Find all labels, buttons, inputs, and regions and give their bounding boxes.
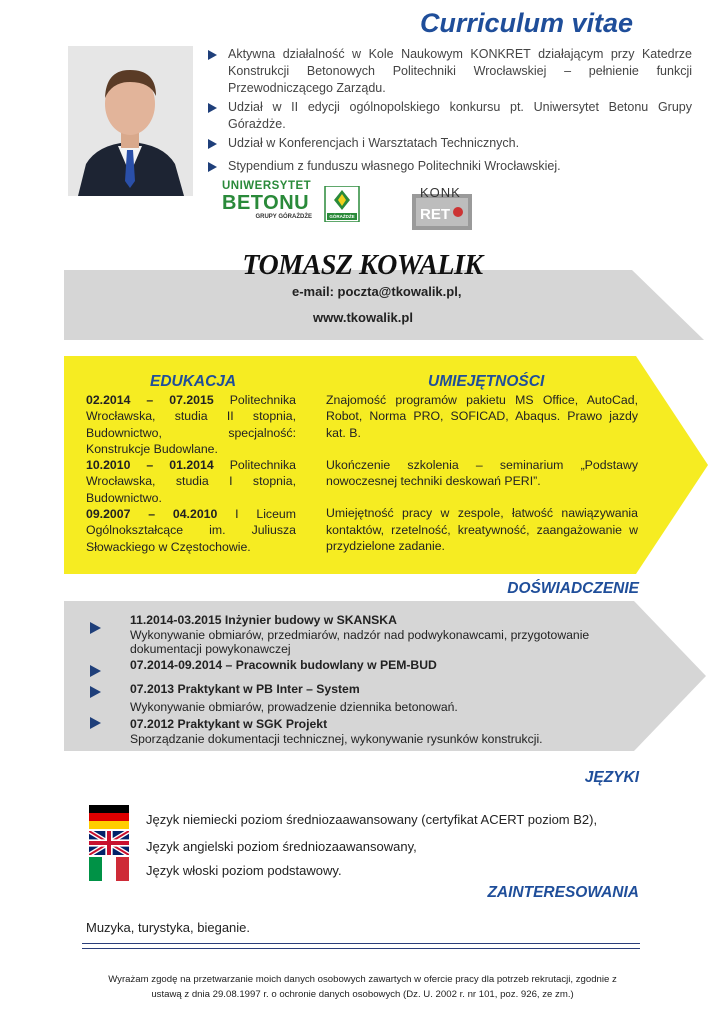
germany-flag-icon xyxy=(89,805,129,829)
interests-heading: ZAINTERESOWANIA xyxy=(487,884,639,901)
experience-heading: DOŚWIADCZENIE xyxy=(507,580,639,597)
person-name: TOMASZ KOWALIK xyxy=(242,250,483,281)
experience-item: 07.2013 Praktykant w PB Inter – System Wykonywanie obmiarów, prowadzenie dziennika betonowań. xyxy=(130,682,458,714)
experience-arrow-icon xyxy=(90,622,101,634)
website-link[interactable]: www.tkowalik.pl xyxy=(313,310,413,325)
experience-arrow-icon xyxy=(90,717,101,729)
achievement-item: Aktywna działalność w Kole Naukowym KONKRET działającym przy Katedrze Konstrukcji Betonowych Politechniki Wrocławskiej – pełnienie funkcji Przewodniczącego Zarządu. xyxy=(206,46,692,97)
skills-list xyxy=(326,392,638,554)
konkret-logo: KONK RET xyxy=(412,186,474,232)
bullet-arrow-icon xyxy=(208,103,217,113)
footer-divider xyxy=(82,948,640,949)
education-entry: 02.2014 – 07.2015 Politechnika Wrocławska, studia II stopnia, Budownictwo, specjalność: Konstrukcje Budowlane. xyxy=(86,393,296,456)
gdpr-consent: Wyrażam zgodę na przetwarzanie moich danych osobowych zawartych w ofercie pracy dla potrzeb rekrutacji, zgodnie z ustawą z dnia 29.08.1997 r. o ochronie danych osobowych (Dz. U. 2002 r. nr 101, poz. 926, ze zm.) xyxy=(108,974,617,1000)
language-item: Język angielski poziom średniozaawansowany, xyxy=(146,839,417,854)
experience-item: 11.2014-03.2015 Inżynier budowy w SKANSKA Wykonywanie obmiarów, przedmiarów, nadzór nad podwykonawcami, przygotowanie dokumentacji powykonawczej xyxy=(130,613,590,656)
language-item: Język włoski poziom podstawowy. xyxy=(146,863,342,878)
experience-arrow-icon xyxy=(90,686,101,698)
skills-heading: UMIEJĘTNOŚCI xyxy=(428,373,545,390)
education-entry: 09.2007 – 04.2010 I Liceum Ogólnokształcące im. Juliusza Słowackiego w Częstochowie. xyxy=(86,507,296,554)
bullet-arrow-icon xyxy=(208,50,217,60)
achievement-item: Udział w Konferencjach i Warsztatach Technicznych. xyxy=(206,135,692,152)
skill-paragraph: Znajomość programów pakietu MS Office, AutoCad, Robot, Norma PRO, SOFICAD, Abaqus. Prawo jazdy kat. B. xyxy=(326,393,638,440)
skill-paragraph: Ukończenie szkolenia – seminarium „Podstawy nowoczesnej techniki deskowań PERI”. xyxy=(326,457,638,489)
interests-text: Muzyka, turystyka, bieganie. xyxy=(86,920,251,935)
footer-divider xyxy=(82,943,640,944)
bullet-arrow-icon xyxy=(208,139,217,149)
languages-heading: JĘZYKI xyxy=(584,769,639,786)
education-heading: EDUKACJA xyxy=(150,373,237,390)
experience-item: 07.2014-09.2014 – Pracownik budowlany w PEM-BUD xyxy=(130,658,437,672)
experience-arrow-icon xyxy=(90,665,101,677)
bullet-arrow-icon xyxy=(208,162,217,172)
achievement-item: Stypendium z funduszu własnego Politechniki Wrocławskiej. xyxy=(206,158,692,175)
email-text: e-mail: poczta@tkowalik.pl, xyxy=(292,284,462,299)
language-item: Język niemiecki poziom średniozaawansowany (certyfikat ACERT poziom B2), xyxy=(146,812,598,827)
gorazdze-logo: GÓRAŻDŻE xyxy=(322,186,362,222)
education-entry: 10.2010 – 01.2014 Politechnika Wrocławska, studia I stopnia, Budownictwo. xyxy=(86,458,296,505)
skill-paragraph: Umiejętność pracy w zespole, łatwość nawiązywania kontaktów, rzetelność, kreatywność, zaangażowanie w przydzielone zadanie. xyxy=(326,506,638,554)
page-title: Curriculum vitae xyxy=(419,8,633,38)
achievement-item: Udział w II edycji ogólnopolskiego konkursu pt. Uniwersytet Betonu Grupy Górażdże. xyxy=(206,99,692,133)
achievements-list xyxy=(206,46,692,177)
uniwersytet-betonu-logo: UNIWERSYTET BETONU GRUPY GÓRAŻDŻE xyxy=(222,180,312,220)
profile-photo xyxy=(68,46,193,196)
experience-item: 07.2012 Praktykant w SGK Projekt Sporządzanie dokumentacji technicznej, wykonywanie rysunków konstrukcji. xyxy=(130,717,543,746)
italy-flag-icon xyxy=(89,857,129,881)
uk-flag-icon xyxy=(89,831,129,855)
education-list xyxy=(86,392,296,555)
